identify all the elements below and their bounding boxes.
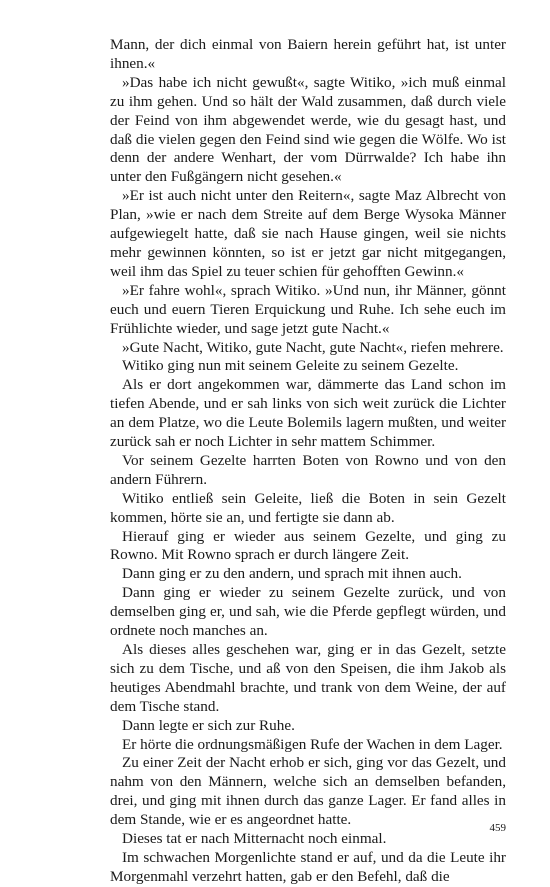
paragraph: Dann ging er zu den andern, und sprach mit ihnen auch. bbox=[122, 565, 462, 583]
paragraph: »Er ist auch nicht unter den Reitern«, sagte Maz Albrecht von Plan, »wie er nach dem Streite auf dem Berge Wysoka Männer aufgewiegelt hatte, daß sie nach Hause gingen, weil sie nichts mehr gewinnen könnten, so ist er jetzt gar nicht mitgegangen, weil ihm das Spiel zu teuer schien für gehofften Gewinn.« bbox=[110, 187, 506, 280]
paragraph: Mann, der dich einmal von Baiern herein geführt hat, ist unter ihnen.« bbox=[110, 36, 506, 72]
paragraph: Dann ging er wieder zu seinem Gezelte zurück, und von demselben ging er, und sah, wie die Pferde gepflegt würden, und ordnete noch manches an. bbox=[110, 584, 506, 640]
paragraph: Er hörte die ordnungsmäßigen Rufe der Wachen in dem Lager. bbox=[122, 735, 503, 753]
body-text bbox=[110, 36, 506, 887]
paragraph: Dann legte er sich zur Ruhe. bbox=[122, 716, 295, 734]
paragraph: Im schwachen Morgenlichte stand er auf, und da die Leute ihr Morgenmahl verzehrt hatten, gab er den Befehl, daß die bbox=[110, 848, 506, 885]
paragraph: Dieses tat er nach Mitternacht noch einmal. bbox=[122, 830, 387, 848]
page-number: 459 bbox=[489, 822, 506, 834]
paragraph: Vor seinem Gezelte harrten Boten von Rowno und von den andern Führern. bbox=[110, 451, 506, 488]
paragraph: Witiko ging nun mit seinem Geleite zu seinem Gezelte. bbox=[122, 357, 459, 375]
paragraph: Als er dort angekommen war, dämmerte das Land schon im tiefen Abende, und er sah links von sich weit zurück die Lichter an dem Platze, wo die Leute Bolemils lagern mußten, und weiter zurück sah er noch Lichter in sehr mattem Schimmer. bbox=[110, 376, 506, 451]
paragraph: Hierauf ging er wieder aus seinem Gezelte, und ging zu Rowno. Mit Rowno sprach er durch längere Zeit. bbox=[110, 527, 506, 564]
paragraph: »Gute Nacht, Witiko, gute Nacht, gute Nacht«, riefen mehrere. bbox=[122, 338, 504, 356]
paragraph: »Er fahre wohl«, sprach Witiko. »Und nun, ihr Männer, gönnt euch und euern Tieren Erquickung und Ruhe. Ich sehe euch im Frühlichte wieder, und sage jetzt gute Nacht.« bbox=[110, 281, 506, 337]
paragraph: Witiko entließ sein Geleite, ließ die Boten in sein Gezelt kommen, hörte sie an, und fertigte sie dann ab. bbox=[110, 489, 506, 526]
paragraph: »Das habe ich nicht gewußt«, sagte Witiko, »ich muß einmal zu ihm gehen. Und so hält der Wald zusammen, daß durch viele der Feind von ihm abgewendet werde, wie du gesagt hast, und daß die vielen gegen den Feind sind wie gegen die Wölfe. Wo ist denn der andere Wenhart, der vom Dürrwalde? Ich habe ihn unter den Fußgängern nicht gesehen.« bbox=[110, 73, 506, 186]
paragraph: Zu einer Zeit der Nacht erhob er sich, ging vor das Gezelt, und nahm von den Männern, welche sich an demselben befanden, drei, und ging mit ihnen durch das ganze Lager. Er fand alles in dem Stande, wie er es angeordnet hatte. bbox=[110, 754, 506, 829]
paragraph: Als dieses alles geschehen war, ging er in das Gezelt, setzte sich zu dem Tische, und aß von den Speisen, die ihm Jakob als heutiges Abendmahl brachte, und trank von dem Weine, der auf dem Tische stand. bbox=[110, 641, 506, 715]
